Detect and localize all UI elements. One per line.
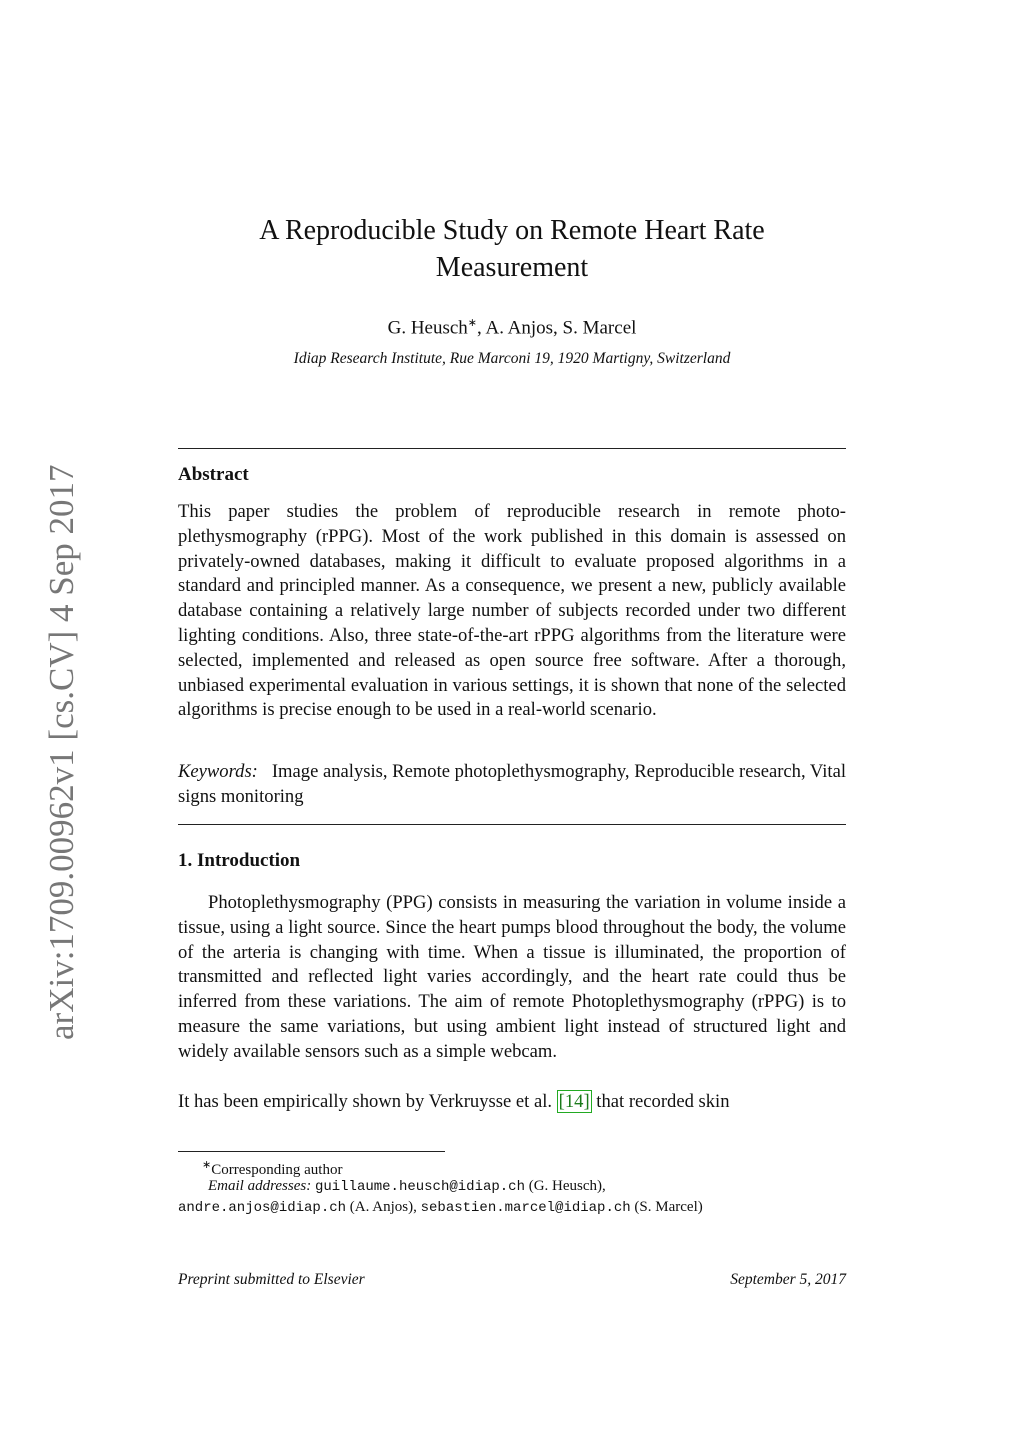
footnote-emails-line-1 <box>178 1176 846 1197</box>
email-heusch[interactable]: guillaume.heusch@idiap.ch <box>314 1179 525 1195</box>
author-first: G. Heusch <box>387 317 468 339</box>
keywords <box>178 760 846 810</box>
title-line-1: A Reproducible Study on Remote Heart Rate <box>259 215 765 246</box>
keywords-list: Image analysis, Remote photoplethysmography, Reproducible research, Vital signs monitoring <box>178 761 846 807</box>
footnote-rule <box>178 1151 445 1152</box>
abstract-top-rule <box>178 448 846 449</box>
abstract-bottom-rule <box>178 824 846 825</box>
abstract-heading: Abstract <box>178 464 249 485</box>
author-list <box>178 316 846 339</box>
title-line-2: Measurement <box>435 252 589 283</box>
citation-link-14[interactable]: [14] <box>558 1091 590 1112</box>
email-anjos[interactable]: andre.anjos@idiap.ch <box>178 1200 347 1216</box>
footnote-emails-line-2 <box>178 1197 846 1218</box>
author-rest: , A. Anjos, S. Marcel <box>477 317 637 339</box>
paper-title <box>178 212 846 286</box>
intro-paragraph-2 <box>178 1090 846 1115</box>
email-label: Email addresses: <box>208 1178 312 1194</box>
footnote-mark: ∗ <box>202 1159 212 1171</box>
intro-paragraph-2-tail: that recorded skin <box>591 1091 730 1112</box>
section-heading-introduction: 1. Introduction <box>178 850 301 871</box>
abstract-body: This paper studies the problem of reproducible research in remote photo-plethysmography (rPPG). Most of the work published in this domain is assessed on privately-owned databases, making it difficult to evaluate proposed algorithms in a standard and principled manner. As a consequence, we present a new, publicly available database containing a relatively large number of subjects recorded under two different lighting conditions. Also, three state-of-the-art rPPG algorithms from the literature were selected, implemented and released as open source free software. After a thorough, unbiased experimental evaluation in various settings, it is shown that none of the selected algorithms is precise enough to be used in a real-world scenario. <box>178 501 846 721</box>
intro-paragraph-1: Photoplethysmography (PPG) consists in measuring the variation in volume inside a tissue, using a light source. Since the heart pumps blood throughout the body, the volume of the arteria is changing with time. When a tissue is illuminated, the proportion of transmitted and reflected light varies accordingly, and the heart rate could thus be inferred from these variations. The aim of remote Photoplethysmography (rPPG) is to measure the same variations, but using ambient light instead of structured light and widely available sensors such as a simple webcam. <box>178 892 846 1062</box>
keywords-label: Keywords: <box>178 761 258 782</box>
corresponding-mark: ∗ <box>467 317 478 329</box>
email-marcel-name: (S. Marcel) <box>630 1199 703 1215</box>
email-anjos-name: (A. Anjos), <box>346 1199 421 1215</box>
footnote-corresponding-text: Corresponding author <box>211 1162 343 1178</box>
arxiv-stamp: arXiv:1709.00962v1 [cs.CV] 4 Sep 2017 <box>42 464 81 1040</box>
affiliation: Idiap Research Institute, Rue Marconi 19, 1920 Martigny, Switzerland <box>293 350 731 367</box>
email-heusch-name: (G. Heusch), <box>524 1178 606 1194</box>
footer-date: September 5, 2017 <box>730 1271 846 1288</box>
footer-preprint: Preprint submitted to Elsevier <box>178 1271 365 1288</box>
intro-paragraph-2-text: It has been empirically shown by Verkruysse et al. <box>178 1091 557 1112</box>
email-marcel[interactable]: sebastien.marcel@idiap.ch <box>420 1200 631 1216</box>
